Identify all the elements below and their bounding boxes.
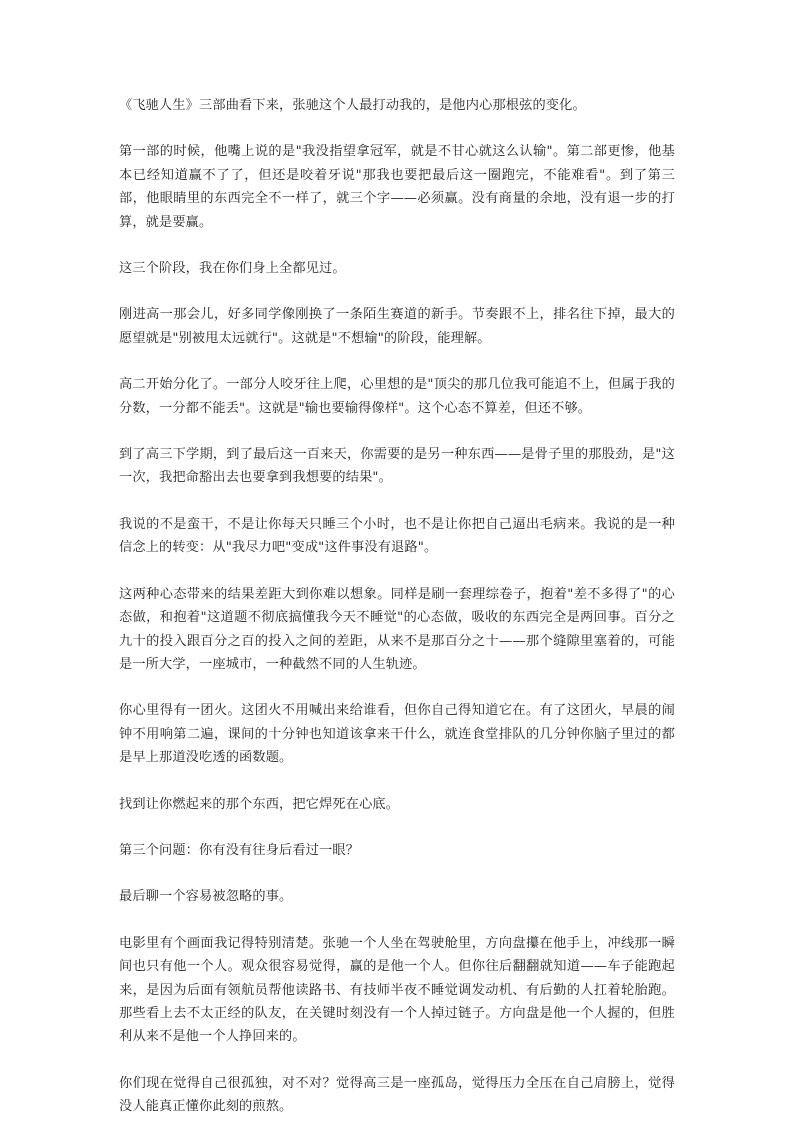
paragraph: 电影里有个画面我记得特别清楚。张驰一个人坐在驾驶舱里，方向盘攥在他手上，冲线那一瞬间也只有他一个人。观众很容易觉得，赢的是他一个人。但你往后翻翻就知道——车子能跑起来，是因为后面有领航员帮他读路书、有技师半夜不睡觉调发动机、有后勤的人扛着轮胎跑。那些看上去不太正经的队友，在关键时刻没有一个人掉过链子。方向盘是他一个人握的，但胜利从来不是他一个人挣回来的。 — [119, 935, 675, 1045]
paragraph: 第三个问题：你有没有往身后看过一眼？ — [119, 842, 360, 858]
paragraph: 高二开始分化了。一部分人咬牙往上爬，心里想的是"顶尖的那几位我可能追不上，但属于我的分数，一分都不能丢"。这就是"输也要输得像样"。这个心态不算差，但还不够。 — [119, 377, 675, 416]
paragraph: 这三个阶段，我在你们身上全都见过。 — [119, 261, 346, 277]
document-body — [119, 94, 675, 1142]
paragraph: 第一部的时候，他嘴上说的是"我没指望拿冠军，就是不甘心就这么认输"。第二部更惨，他基本已经知道赢不了了，但还是咬着牙说"那我也要把最后这一圈跑完，不能难看"。到了第三部，他眼睛里的东西完全不一样了，就三个字——必须赢。没有商量的余地，没有退一步的打算，就是要赢。 — [119, 144, 675, 230]
paragraph: 刚进高一那会儿，好多同学像刚换了一条陌生赛道的新手。节奏跟不上，排名往下掉，最大的愿望就是"别被甩太远就行"。这就是"不想输"的阶段，能理解。 — [119, 307, 675, 346]
paragraph: 《飞驰人生》三部曲看下来，张驰这个人最打动我的，是他内心那根弦的变化。 — [119, 98, 586, 113]
paragraph: 最后聊一个容易被忽略的事。 — [119, 889, 293, 905]
paragraph: 到了高三下学期，到了最后这一百来天，你需要的是另一种东西——是骨子里的那股劲，是"这一次，我把命豁出去也要拿到我想要的结果"。 — [119, 447, 675, 486]
paragraph: 你心里得有一团火。这团火不用喊出来给谁看，但你自己得知道它在。有了这团火，早晨的闹钟不用响第二遍，课间的十分钟也知道该拿来干什么，就连食堂排队的几分钟你脑子里过的都是早上那道没吃透的函数题。 — [119, 703, 675, 766]
paragraph: 这两种心态带来的结果差距大到你难以想象。同样是刷一套理综卷子，抱着"差不多得了"的心态做，和抱着"这道题不彻底搞懂我今天不睡觉"的心态做，吸收的东西完全是两回事。百分之九十的投入跟百分之百的投入之间的差距，从来不是那百分之十——那个缝隙里塞着的，可能是一所大学，一座城市，一种截然不同的人生轨迹。 — [119, 586, 675, 672]
paragraph: 你们现在觉得自己很孤独，对不对？觉得高三是一座孤岛，觉得压力全压在自己肩膀上，觉得没人能真正懂你此刻的煎熬。 — [119, 1075, 675, 1115]
paragraph: 我说的不是蛮干，不是让你每天只睡三个小时，也不是让你把自己逼出毛病来。我说的是一种信念上的转变：从"我尽力吧"变成"这件事没有退路"。 — [119, 516, 675, 556]
paragraph: 找到让你燃起来的那个东西，把它焊死在心底。 — [119, 796, 400, 812]
